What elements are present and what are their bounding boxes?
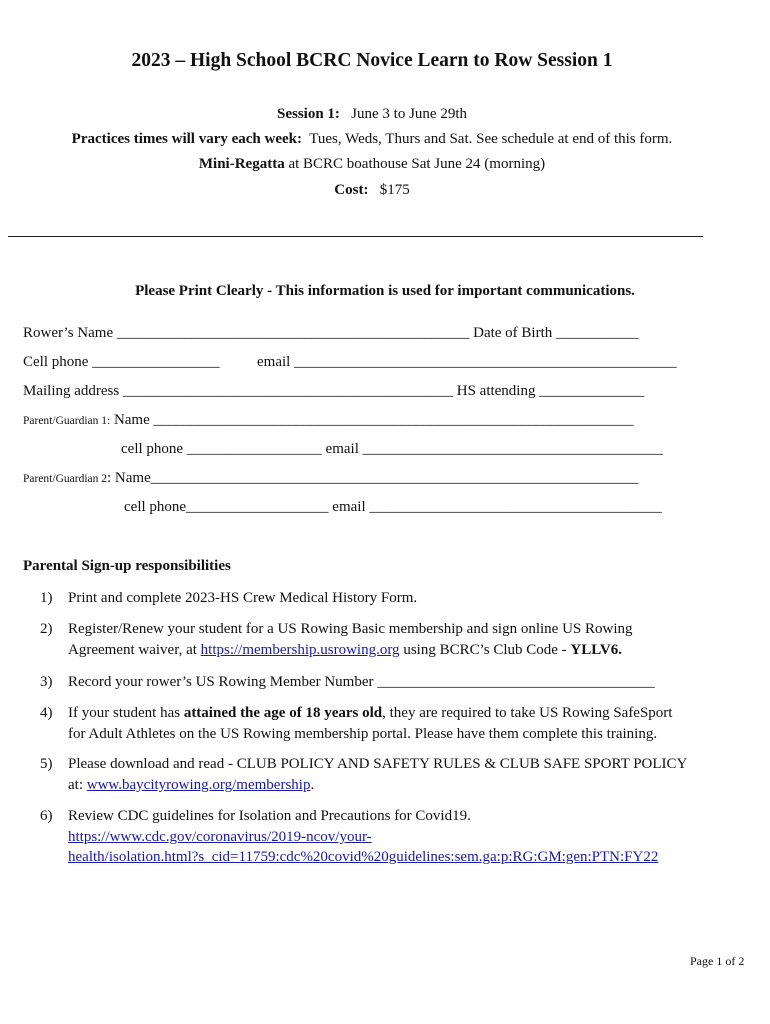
list-text: Print and complete 2023-HS Crew Medical History Form.	[68, 590, 418, 606]
cost-line	[0, 182, 744, 199]
practices-line	[0, 131, 744, 148]
rower-name-field[interactable]: Rower’s Name _______________________________________________ Date of Birth ___________	[23, 325, 639, 341]
membership-link[interactable]: https://membership.usrowing.org	[200, 642, 400, 658]
baycityrowing-link[interactable]: www.baycityrowing.org/membership	[86, 777, 311, 793]
list-text-continued: Agreement waiver, at https://membership.usrowing.org using BCRC’s Club Code - YLLV6.	[68, 642, 622, 658]
parent-guardian-2-contact-field[interactable]: cell phone___________________ email _______________________________________	[124, 499, 662, 515]
page-number: Page 1 of 2	[690, 954, 745, 968]
document-title: 2023 – High School BCRC Novice Learn to Row Session 1	[131, 50, 613, 71]
member-number-field[interactable]: Record your rower’s US Rowing Member Number _____________________________________	[68, 674, 655, 690]
list-text: Register/Renew your student for a US Rowing Basic membership and sign online US Rowing	[68, 621, 633, 637]
cell-phone-field[interactable]: Cell phone _________________	[23, 354, 220, 370]
list-number: 2)	[40, 621, 53, 637]
parent-guardian-1-row	[23, 412, 634, 429]
cost-value: $175	[379, 182, 410, 198]
list-text: If your student has attained the age of 18 years old, they are required to take US Rowing SafeSport	[68, 705, 673, 721]
parent-guardian-1-label: Parent/Guardian 1:	[23, 415, 111, 427]
list-number: 4)	[40, 705, 53, 721]
club-code: YLLV6.	[570, 642, 622, 658]
parent-guardian-2-name-field[interactable]: : Name_________________________________________________________________	[107, 470, 639, 486]
print-clearly-notice: Please Print Clearly - This information is used for important communications.	[135, 283, 635, 299]
email-field[interactable]: email ___________________________________________________	[257, 354, 677, 370]
parent-guardian-2-label: Parent/Guardian 2	[23, 473, 107, 485]
age-emphasis: attained the age of 18 years old	[183, 705, 383, 721]
practices-label: Practices times will vary each week:	[71, 131, 303, 147]
session-label: Session 1:	[276, 106, 340, 122]
parent-guardian-1-contact-field[interactable]: cell phone __________________ email ________________________________________	[121, 441, 663, 457]
cdc-link[interactable]: https://www.cdc.gov/coronavirus/2019-ncov/your-	[68, 829, 372, 845]
practices-days: Tues, Weds, Thurs and Sat. See schedule at end of this form.	[309, 131, 673, 147]
list-number: 6)	[40, 808, 53, 824]
divider-line	[8, 236, 703, 237]
regatta-line	[0, 156, 744, 173]
parent-guardian-2-row	[23, 470, 638, 487]
session-dates: June 3 to June 29th	[351, 106, 467, 122]
cdc-link-continued[interactable]: health/isolation.html?s_cid=11759:cdc%20covid%20guidelines:sem.ga:p:RG:GM:gen:PTN:FY22	[68, 849, 659, 865]
mailing-address-field[interactable]: Mailing address ____________________________________________ HS attending ______________	[23, 383, 645, 399]
regatta-label: Mini-Regatta	[198, 156, 285, 172]
list-number: 3)	[40, 674, 53, 690]
list-text: Review CDC guidelines for Isolation and Precautions for Covid19.	[68, 808, 471, 824]
regatta-details: at BCRC boathouse Sat June 24 (morning)	[288, 156, 546, 172]
list-number: 1)	[40, 590, 53, 606]
list-number: 5)	[40, 756, 53, 772]
list-text: Please download and read - CLUB POLICY AND SAFETY RULES & CLUB SAFE SPORT POLICY	[68, 756, 688, 772]
responsibilities-heading: Parental Sign-up responsibilities	[23, 558, 231, 574]
parent-guardian-1-name-field[interactable]: Name ________________________________________________________________	[113, 412, 634, 428]
cost-label: Cost:	[334, 182, 369, 198]
list-text-continued: for Adult Athletes on the US Rowing membership portal. Please have them complete this training.	[68, 726, 658, 742]
list-text-continued: at: www.baycityrowing.org/membership.	[68, 777, 315, 793]
session-line	[0, 106, 744, 123]
